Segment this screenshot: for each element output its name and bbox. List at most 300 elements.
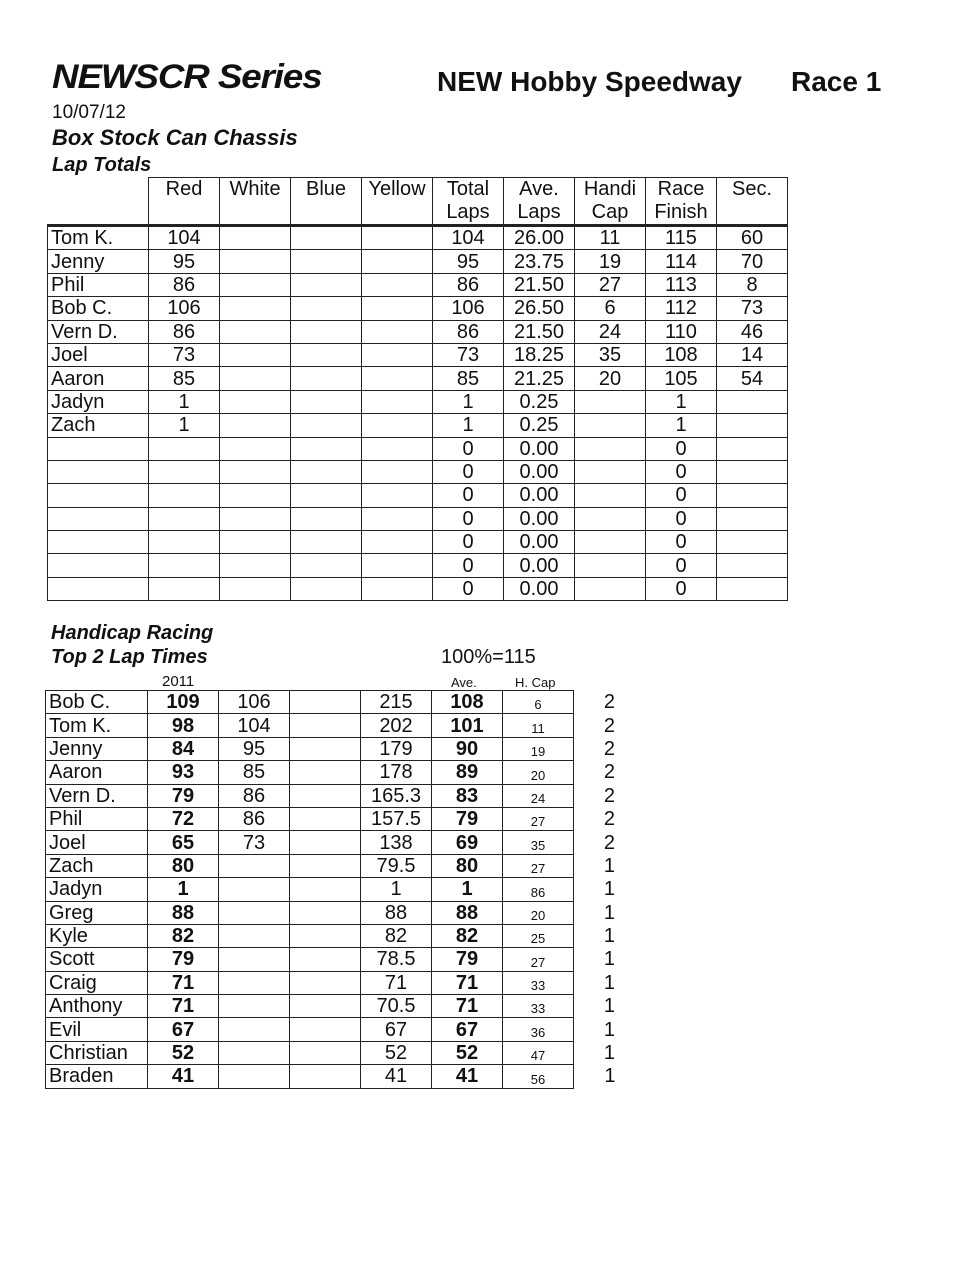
column-header: [362, 178, 433, 226]
table-cell: 41: [432, 1065, 503, 1088]
table-row: [46, 948, 616, 971]
table-cell: 95: [149, 250, 220, 273]
table-cell: 0.00: [504, 437, 575, 460]
table-cell: [290, 761, 361, 784]
driver-name: Jenny: [48, 250, 149, 273]
driver-name: Kyle: [46, 924, 148, 947]
column-header: [504, 178, 575, 226]
table-cell: 73: [433, 343, 504, 366]
table-cell: [220, 250, 291, 273]
table-cell: [290, 691, 361, 714]
table-cell: 89: [432, 761, 503, 784]
table-cell: [362, 437, 433, 460]
table-cell: 1: [433, 414, 504, 437]
table-cell: [291, 226, 362, 250]
table-cell: 19: [575, 250, 646, 273]
table-cell: 70: [717, 250, 788, 273]
table-cell: 0.25: [504, 390, 575, 413]
table-cell: 27: [575, 273, 646, 296]
race-count: 2: [603, 714, 615, 737]
table-cell: [220, 320, 291, 343]
table-cell: [149, 484, 220, 507]
table-cell: 52: [432, 1041, 503, 1064]
table-cell: 36: [503, 1018, 574, 1041]
lap-totals-table: [47, 177, 788, 601]
table-cell: 95: [219, 737, 290, 760]
table-cell: 67: [432, 1018, 503, 1041]
table-cell: 1: [432, 878, 503, 901]
table-cell: [220, 577, 291, 600]
table-cell: 20: [575, 367, 646, 390]
table-cell: 104: [149, 226, 220, 250]
table-cell: [291, 297, 362, 320]
table-cell: [149, 437, 220, 460]
table-cell: [149, 531, 220, 554]
table-cell: 79: [148, 784, 219, 807]
driver-name: Joel: [48, 343, 149, 366]
table-cell: 85: [219, 761, 290, 784]
race-count: 1: [603, 878, 615, 901]
column-header: [433, 178, 504, 226]
table-cell: 86: [433, 273, 504, 296]
driver-name: [48, 554, 149, 577]
table-cell: 27: [503, 854, 574, 877]
table-row: [48, 414, 788, 437]
table-cell: [575, 414, 646, 437]
table-row: [48, 226, 788, 250]
driver-name: [48, 507, 149, 530]
table-row: [46, 831, 616, 854]
table-cell: 20: [503, 901, 574, 924]
table-cell: 21.25: [504, 367, 575, 390]
table-cell: 106: [219, 691, 290, 714]
table-cell: 72: [148, 807, 219, 830]
table-cell: 1: [646, 414, 717, 437]
column-header: [291, 178, 362, 226]
table-cell: [219, 924, 290, 947]
table-cell: 27: [503, 807, 574, 830]
table-cell: [575, 507, 646, 530]
race-title: Race 1: [791, 66, 882, 97]
table-cell: [220, 273, 291, 296]
table-cell: 71: [432, 995, 503, 1018]
table-cell: 25: [503, 924, 574, 947]
table-cell: 11: [575, 226, 646, 250]
table-cell: [717, 437, 788, 460]
table-cell: 69: [432, 831, 503, 854]
table-cell: 33: [503, 971, 574, 994]
table-cell: 26.00: [504, 226, 575, 250]
table-cell: [362, 343, 433, 366]
table-cell: 0: [646, 554, 717, 577]
table-row: [46, 737, 616, 760]
table-cell: 0: [433, 577, 504, 600]
table-cell: 71: [361, 971, 432, 994]
table-cell: [219, 995, 290, 1018]
table-cell: 108: [646, 343, 717, 366]
table-cell: 11: [503, 714, 574, 737]
table-cell: [219, 1041, 290, 1064]
table-cell: [362, 367, 433, 390]
driver-name: Tom K.: [46, 714, 148, 737]
table-cell: [291, 250, 362, 273]
table-row: [46, 901, 616, 924]
driver-name: Bob C.: [46, 691, 148, 714]
race-count: 1: [604, 1065, 616, 1088]
driver-name: Joel: [46, 831, 148, 854]
table-cell: 21.50: [504, 320, 575, 343]
table-cell: [717, 531, 788, 554]
table-cell: 90: [432, 737, 503, 760]
hcap-label: H. Cap: [515, 675, 556, 690]
table-cell: 70.5: [361, 995, 432, 1018]
table-cell: [220, 297, 291, 320]
table-cell: [362, 531, 433, 554]
race-count: 2: [603, 737, 615, 760]
table-cell: [362, 414, 433, 437]
driver-name: Tom K.: [48, 226, 149, 250]
table-row: [48, 484, 788, 507]
table-cell: [575, 437, 646, 460]
table-cell: 20: [503, 761, 574, 784]
table-cell: [362, 297, 433, 320]
column-header-line1: Blue: [305, 178, 347, 200]
table-cell: [362, 273, 433, 296]
table-cell: [220, 367, 291, 390]
table-cell: [291, 507, 362, 530]
table-row: [48, 577, 788, 600]
column-header-line2: Cap: [591, 201, 629, 223]
table-row: [48, 437, 788, 460]
table-row: [46, 971, 616, 994]
table-cell: [219, 854, 290, 877]
table-cell: 0: [646, 437, 717, 460]
table-cell: [291, 437, 362, 460]
column-header-line1: Yellow: [368, 178, 426, 200]
table-cell: 1: [149, 390, 220, 413]
table-row: [48, 531, 788, 554]
table-cell: 0: [433, 554, 504, 577]
table-cell: [290, 714, 361, 737]
table-cell: 6: [575, 297, 646, 320]
driver-name: Evil: [46, 1018, 148, 1041]
table-cell: 88: [361, 901, 432, 924]
class-title: Box Stock Can Chassis: [52, 125, 298, 150]
table-cell: 202: [361, 714, 432, 737]
table-cell: 88: [432, 901, 503, 924]
table-cell: 0: [433, 531, 504, 554]
driver-name: Zach: [46, 854, 148, 877]
column-header-line2: Laps: [446, 201, 490, 223]
table-cell: [220, 414, 291, 437]
table-cell: [149, 577, 220, 600]
handicap-title: Handicap Racing: [51, 622, 214, 644]
table-cell: 0.00: [504, 577, 575, 600]
table-cell: 113: [646, 273, 717, 296]
table-cell: 73: [717, 297, 788, 320]
table-cell: [291, 484, 362, 507]
table-cell: 0: [433, 437, 504, 460]
table-cell: 73: [149, 343, 220, 366]
table-row: [46, 1018, 616, 1041]
table-cell: 215: [361, 691, 432, 714]
table-row: [46, 1065, 616, 1088]
table-row: [46, 714, 616, 737]
table-cell: [717, 460, 788, 483]
table-cell: 1: [361, 878, 432, 901]
table-cell: 1: [646, 390, 717, 413]
lap-totals-title: Lap Totals: [52, 154, 152, 176]
column-header: [575, 178, 646, 226]
table-cell: 86: [433, 320, 504, 343]
table-cell: 0: [433, 507, 504, 530]
table-cell: [362, 250, 433, 273]
handicap-table: [45, 690, 616, 1089]
table-cell: [291, 577, 362, 600]
column-header-line1: Total: [446, 178, 490, 200]
driver-name: [48, 460, 149, 483]
table-cell: 23.75: [504, 250, 575, 273]
table-cell: 178: [361, 761, 432, 784]
table-cell: [717, 554, 788, 577]
driver-name: Anthony: [46, 995, 148, 1018]
table-cell: 86: [503, 878, 574, 901]
race-count: 1: [603, 1042, 615, 1065]
table-cell: 109: [148, 691, 219, 714]
driver-name: Bob C.: [48, 297, 149, 320]
table-cell: 165.3: [361, 784, 432, 807]
table-cell: 80: [432, 854, 503, 877]
table-cell: 82: [148, 924, 219, 947]
table-row: [46, 807, 616, 830]
table-cell: 0: [646, 460, 717, 483]
table-cell: [362, 554, 433, 577]
table-row: [48, 460, 788, 483]
table-cell: 1: [149, 414, 220, 437]
table-cell: 41: [148, 1065, 219, 1088]
table-row: [48, 250, 788, 273]
table-cell: 0.00: [504, 531, 575, 554]
table-cell: [290, 737, 361, 760]
table-cell: 95: [433, 250, 504, 273]
table-row: [46, 784, 616, 807]
year-label: 2011: [162, 673, 195, 690]
handicap-subtitle: Top 2 Lap Times: [51, 646, 208, 668]
table-cell: 0.00: [504, 484, 575, 507]
column-header: [149, 178, 220, 226]
table-cell: [220, 343, 291, 366]
table-cell: 35: [575, 343, 646, 366]
driver-name: [48, 577, 149, 600]
driver-name: Jenny: [46, 737, 148, 760]
table-cell: [220, 554, 291, 577]
table-cell: [575, 577, 646, 600]
table-cell: 19: [503, 737, 574, 760]
table-cell: [717, 390, 788, 413]
table-cell: 98: [148, 714, 219, 737]
table-cell: [220, 484, 291, 507]
table-cell: 86: [219, 784, 290, 807]
table-cell: 179: [361, 737, 432, 760]
driver-name: Jadyn: [48, 390, 149, 413]
table-cell: 88: [148, 901, 219, 924]
table-cell: [291, 320, 362, 343]
driver-name: Craig: [46, 971, 148, 994]
table-cell: 114: [646, 250, 717, 273]
table-cell: 52: [361, 1041, 432, 1064]
table-cell: [290, 784, 361, 807]
table-cell: 79: [432, 807, 503, 830]
table-cell: 65: [148, 831, 219, 854]
table-cell: 8: [717, 273, 788, 296]
table-cell: 0.00: [504, 507, 575, 530]
table-row: [48, 390, 788, 413]
table-cell: [290, 971, 361, 994]
column-header-line1: Handi: [583, 178, 637, 200]
table-cell: 82: [361, 924, 432, 947]
column-header-line1: Race: [657, 178, 705, 200]
table-cell: [717, 577, 788, 600]
table-cell: 0.00: [504, 460, 575, 483]
table-cell: [362, 320, 433, 343]
table-cell: [219, 878, 290, 901]
table-cell: [290, 807, 361, 830]
table-cell: 79.5: [361, 854, 432, 877]
table-cell: [219, 1018, 290, 1041]
race-count: 2: [603, 784, 615, 807]
table-cell: [291, 414, 362, 437]
table-cell: [362, 507, 433, 530]
table-cell: [290, 995, 361, 1018]
table-cell: 86: [149, 273, 220, 296]
column-header-line2: Finish: [654, 201, 708, 223]
table-cell: [291, 531, 362, 554]
table-cell: [291, 367, 362, 390]
table-cell: [575, 484, 646, 507]
table-cell: 0: [433, 460, 504, 483]
table-cell: [219, 948, 290, 971]
table-cell: 108: [432, 691, 503, 714]
table-cell: [290, 1041, 361, 1064]
table-cell: 0: [646, 577, 717, 600]
column-header-line1: Sec.: [731, 178, 773, 200]
race-date: 10/07/12: [52, 102, 126, 123]
table-cell: 79: [432, 948, 503, 971]
table-cell: 35: [503, 831, 574, 854]
table-cell: [219, 971, 290, 994]
driver-name: Vern D.: [46, 784, 148, 807]
table-cell: 138: [361, 831, 432, 854]
table-cell: [290, 924, 361, 947]
table-row: [48, 367, 788, 390]
table-cell: 6: [503, 691, 574, 714]
driver-name: Zach: [48, 414, 149, 437]
table-cell: 0.25: [504, 414, 575, 437]
table-cell: 80: [148, 854, 219, 877]
table-row: [48, 343, 788, 366]
driver-name: Vern D.: [48, 320, 149, 343]
table-cell: 101: [432, 714, 503, 737]
table-cell: [290, 854, 361, 877]
race-count: 1: [603, 995, 615, 1018]
table-cell: 78.5: [361, 948, 432, 971]
series-title: NEWSCR Series: [52, 58, 322, 96]
percent-note: 100%=115: [441, 646, 536, 668]
race-count: 1: [603, 901, 615, 924]
table-cell: 21.50: [504, 273, 575, 296]
table-cell: [291, 343, 362, 366]
table-cell: 104: [219, 714, 290, 737]
race-count: 1: [603, 948, 615, 971]
table-cell: [220, 531, 291, 554]
table-row: [46, 878, 616, 901]
table-cell: 104: [433, 226, 504, 250]
table-cell: [220, 226, 291, 250]
table-cell: 24: [503, 784, 574, 807]
table-cell: [362, 577, 433, 600]
table-row: [46, 761, 616, 784]
table-cell: 86: [219, 807, 290, 830]
table-cell: 0.00: [504, 554, 575, 577]
table-row: [48, 507, 788, 530]
table-cell: [149, 507, 220, 530]
table-cell: 84: [148, 737, 219, 760]
table-cell: 110: [646, 320, 717, 343]
table-cell: 73: [219, 831, 290, 854]
driver-name: Phil: [46, 807, 148, 830]
driver-name: [48, 484, 149, 507]
table-cell: 85: [433, 367, 504, 390]
table-cell: 14: [717, 343, 788, 366]
table-cell: [717, 507, 788, 530]
table-row: [46, 924, 616, 947]
table-cell: 47: [503, 1041, 574, 1064]
table-cell: [291, 554, 362, 577]
table-cell: [290, 831, 361, 854]
table-row: [48, 273, 788, 296]
driver-name: Greg: [46, 901, 148, 924]
table-cell: 71: [432, 971, 503, 994]
table-cell: 1: [148, 878, 219, 901]
table-cell: [149, 460, 220, 483]
table-cell: 18.25: [504, 343, 575, 366]
table-cell: [220, 507, 291, 530]
driver-name: Aaron: [48, 367, 149, 390]
table-cell: 106: [433, 297, 504, 320]
race-count: 1: [603, 971, 615, 994]
table-cell: [149, 554, 220, 577]
table-row: [48, 320, 788, 343]
table-cell: [362, 226, 433, 250]
table-cell: 93: [148, 761, 219, 784]
column-header-line1: White: [229, 178, 281, 200]
table-cell: 157.5: [361, 807, 432, 830]
table-cell: 1: [433, 390, 504, 413]
table-cell: 67: [148, 1018, 219, 1041]
table-cell: [362, 484, 433, 507]
table-cell: 105: [646, 367, 717, 390]
table-row: [46, 995, 616, 1018]
table-cell: [575, 531, 646, 554]
table-row: [46, 1041, 616, 1064]
table-cell: [290, 901, 361, 924]
table-cell: 82: [432, 924, 503, 947]
table-cell: 0: [646, 484, 717, 507]
table-cell: [220, 390, 291, 413]
table-cell: [291, 273, 362, 296]
table-cell: 85: [149, 367, 220, 390]
lap-header-row: [48, 178, 788, 226]
